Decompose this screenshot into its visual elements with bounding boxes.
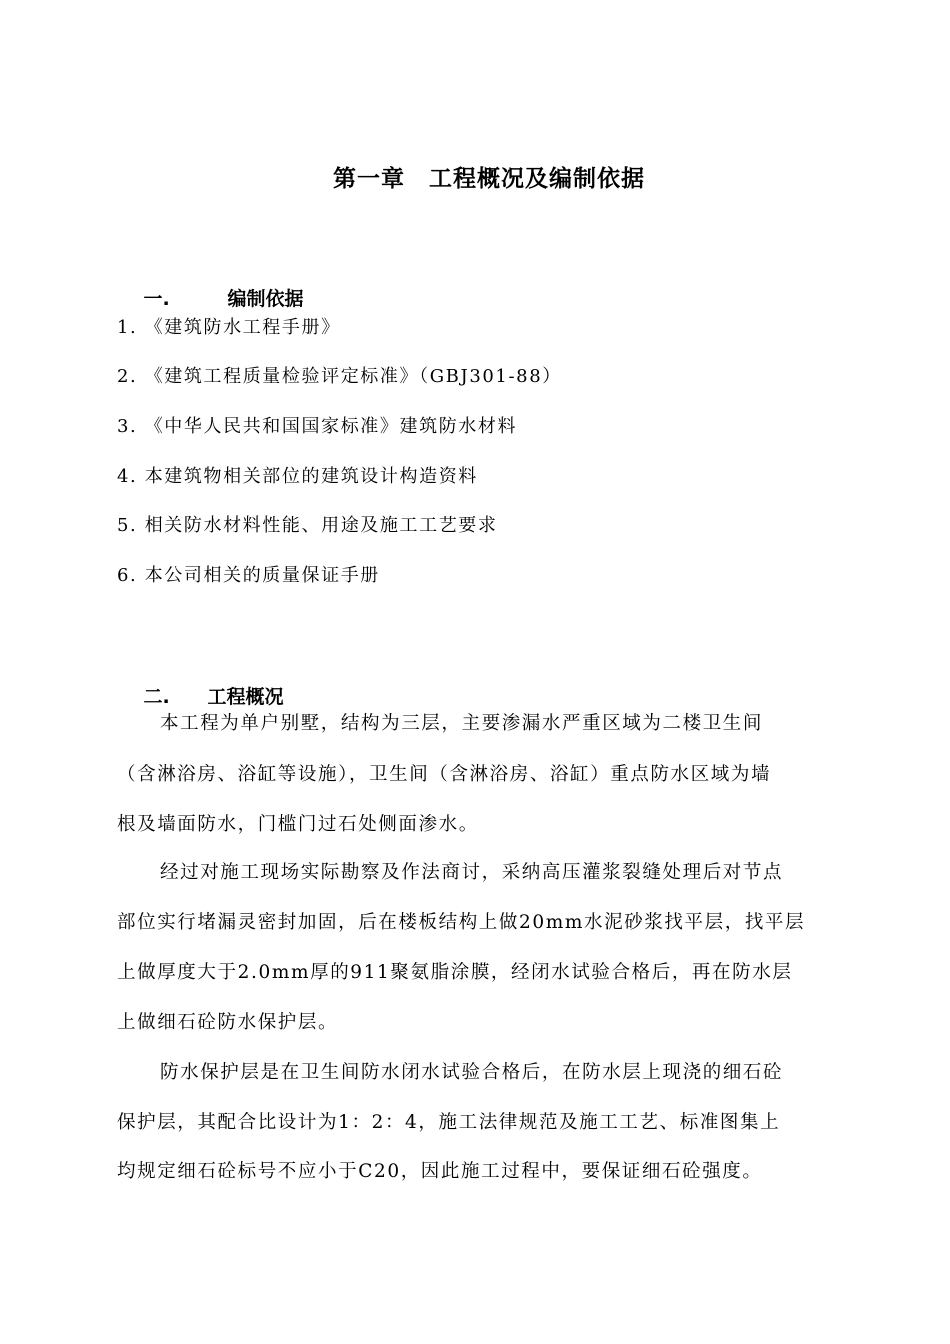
list-item: 4. 本建筑物相关部位的建筑设计构造资料 (117, 466, 478, 487)
paragraph-line: 防水保护层是在卫生间防水闭水试验合格后，在防水层上现浇的细石砼 (160, 1062, 784, 1083)
paragraph-line: 上做厚度大于2.0mm厚的911聚氨脂涂膜，经闭水试验合格后，再在防水层 (117, 962, 793, 983)
chapter-title: 第一章 工程概况及编制依据 (333, 166, 645, 192)
paragraph-line: 均规定细石砼标号不应小于C20，因此施工过程中，要保证细石砼强度。 (117, 1161, 763, 1182)
list-item: 5. 相关防水材料性能、用途及施工工艺要求 (117, 515, 498, 536)
paragraph-line: 保护层，其配合比设计为1：2：4，施工法律规范及施工工艺、标准图集上 (117, 1112, 781, 1133)
section-title: 工程概况 (207, 686, 284, 708)
list-item: 1. 《建筑防水工程手册》 (117, 317, 341, 338)
section-title: 编制依据 (227, 288, 304, 310)
list-item: 6. 本公司相关的质量保证手册 (117, 565, 380, 586)
list-item: 2. 《建筑工程质量检验评定标准》（GBJ301-88） (117, 366, 562, 387)
paragraph-line: 部位实行堵漏灵密封加固，后在楼板结构上做20mm水泥砂浆找平层，找平层 (117, 912, 806, 933)
list-item: 3. 《中华人民共和国国家标准》建筑防水材料 (117, 416, 518, 437)
paragraph-line: （含淋浴房、浴缸等设施），卫生间（含淋浴房、浴缸）重点防水区域为墙 (117, 764, 772, 785)
paragraph-line: 经过对施工现场实际勘察及作法商讨，采纳高压灌浆裂缝处理后对节点 (160, 862, 784, 883)
paragraph-line: 根及墙面防水，门槛门过石处侧面渗水。 (117, 814, 479, 835)
section-number: 二. (143, 686, 170, 708)
paragraph-line: 上做细石砼防水保护层。 (117, 1012, 339, 1033)
paragraph-line: 本工程为单户别墅，结构为三层，主要渗漏水严重区域为二楼卫生间 (160, 713, 764, 734)
section-number: 一. (143, 288, 170, 310)
